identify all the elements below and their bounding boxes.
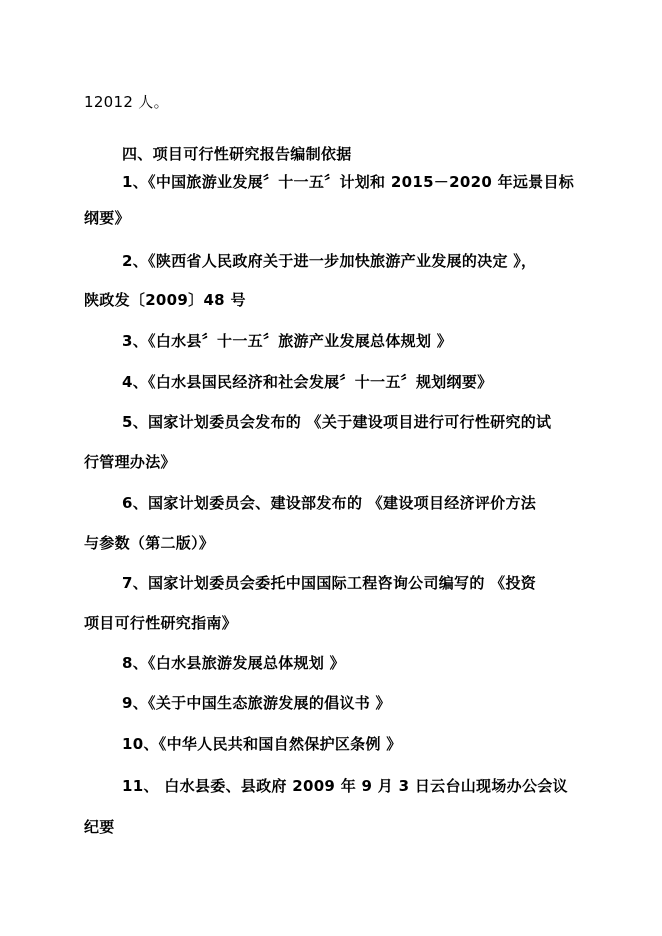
reference-7-continued: 项目可行性研究指南》 (84, 614, 238, 632)
reference-7: 7、国家计划委员会委托中国国际工程咨询公司编写的 《投资 (122, 574, 537, 592)
reference-10: 10、《中华人民共和国自然保护区条例 》 (122, 735, 402, 753)
reference-11: 11、 白水县委、县政府 2009 年 9 月 3 日云台山现场办公会议 (122, 777, 568, 795)
reference-6-continued: 与参数（第二版）》 (84, 534, 215, 552)
reference-6: 6、国家计划委员会、建设部发布的 《建设项目经济评价方法 (122, 494, 537, 512)
reference-5-continued: 行管理办法》 (84, 453, 176, 471)
reference-2: 2、《陕西省人民政府关于进一步加快旅游产业发展的决定 》， (122, 252, 537, 270)
reference-8: 8、《白水县旅游发展总体规划 》 (122, 654, 345, 672)
section-heading: 四、项目可行性研究报告编制依据 (122, 145, 352, 163)
reference-2-continued: 陕政发〔2009〕48 号 (84, 291, 246, 309)
reference-1: 1、《中国旅游业发展〞十一五〞计划和 2015－2020 年远景目标 (122, 173, 575, 191)
reference-4: 4、《白水县国民经济和社会发展〞十一五〞规划纲要》 (122, 373, 493, 391)
reference-3: 3、《白水县〞十一五〞旅游产业发展总体规划 》 (122, 332, 453, 350)
reference-11-continued: 纪要 (84, 818, 115, 836)
text-line-population: 12012 人。 (84, 93, 169, 111)
reference-1-continued: 纲要》 (84, 209, 130, 227)
reference-5: 5、国家计划委员会发布的 《关于建设项目进行可行性研究的试 (122, 413, 552, 431)
reference-9: 9、《关于中国生态旅游发展的倡议书 》 (122, 694, 391, 712)
